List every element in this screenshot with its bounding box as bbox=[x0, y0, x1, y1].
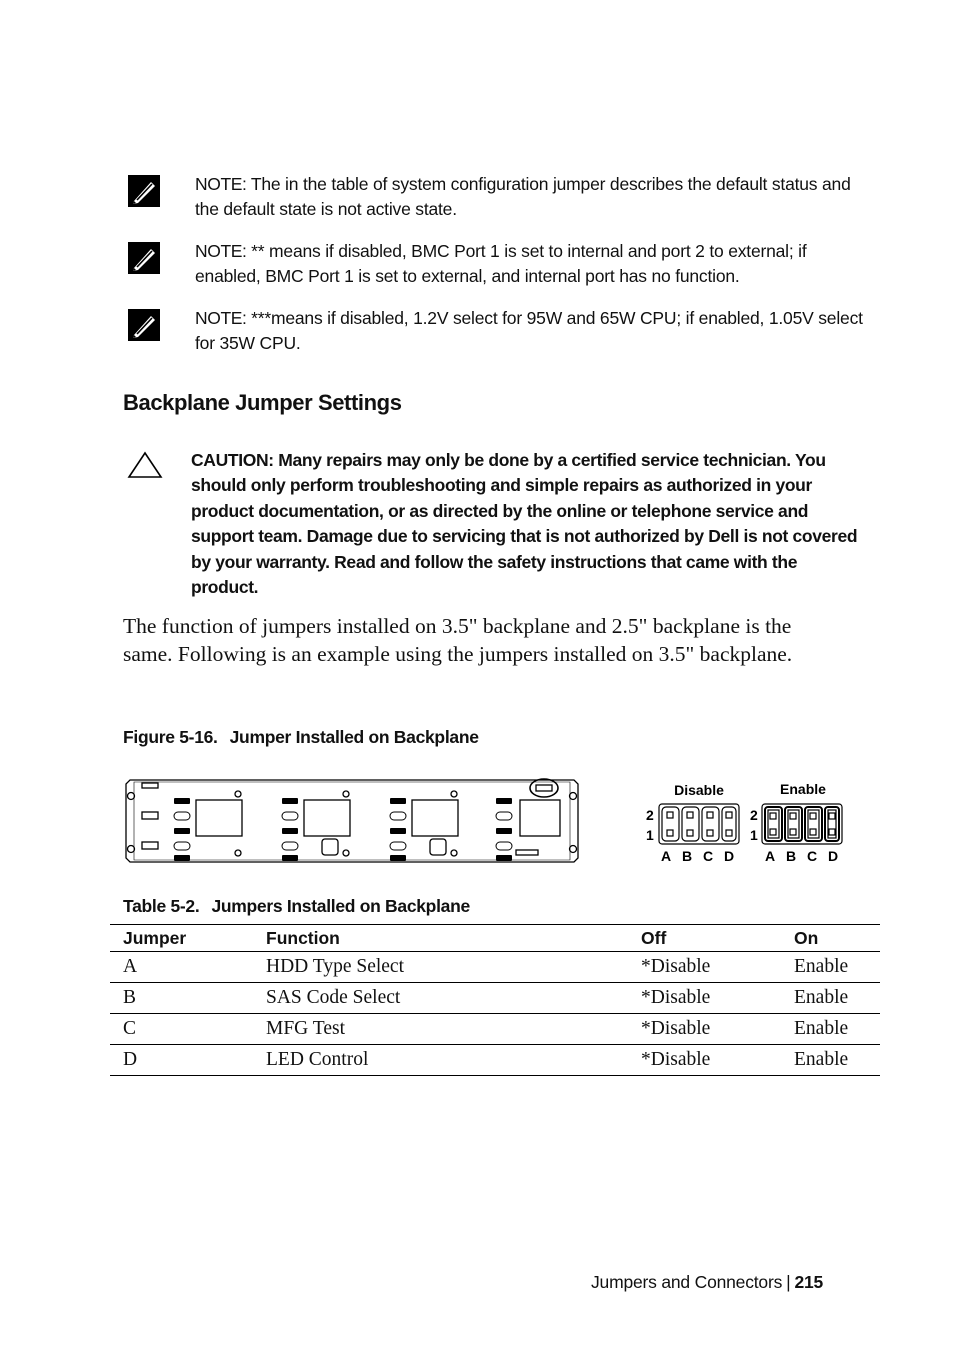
enable-pin-header bbox=[762, 804, 842, 844]
table-caption bbox=[123, 896, 470, 917]
cell-function: MFG Test bbox=[253, 1014, 628, 1045]
caution-label: CAUTION: bbox=[191, 450, 274, 470]
pin-label-d: D bbox=[827, 848, 839, 864]
pin-label-a: A bbox=[660, 848, 672, 864]
pin-label-a: A bbox=[764, 848, 776, 864]
footer-separator: | bbox=[786, 1272, 791, 1292]
cell-jumper: B bbox=[110, 983, 253, 1014]
cell-jumper: A bbox=[110, 952, 253, 983]
page-number: 215 bbox=[794, 1272, 824, 1292]
row-label-2: 2 bbox=[750, 807, 758, 823]
table-row bbox=[110, 983, 880, 1014]
jumpers-table bbox=[110, 924, 880, 1076]
pin-label-c: C bbox=[806, 848, 818, 864]
note-label: NOTE: bbox=[195, 308, 247, 328]
cell-jumper: D bbox=[110, 1045, 253, 1076]
cell-on: Enable bbox=[781, 1014, 880, 1045]
body-paragraph: The function of jumpers installed on 3.5" backplane and 2.5" backplane is the same. Following is an example using the jumpers installed on 3.5" backplane. bbox=[123, 614, 793, 666]
row-label-2: 2 bbox=[646, 807, 654, 823]
cell-off: *Disable bbox=[628, 1045, 781, 1076]
backplane-board-illustration bbox=[124, 776, 580, 868]
disable-label: Disable bbox=[674, 782, 724, 798]
cell-off: *Disable bbox=[628, 983, 781, 1014]
header-on: On bbox=[781, 925, 880, 952]
row-label-1: 1 bbox=[750, 827, 758, 843]
cell-off: *Disable bbox=[628, 1014, 781, 1045]
cell-on: Enable bbox=[781, 983, 880, 1014]
pin-label-b: B bbox=[785, 848, 797, 864]
cell-on: Enable bbox=[781, 1045, 880, 1076]
pin-label-b: B bbox=[681, 848, 693, 864]
note-pencil-icon bbox=[127, 241, 161, 275]
row-label-1: 1 bbox=[646, 827, 654, 843]
cell-function: HDD Type Select bbox=[253, 952, 628, 983]
table-number: Table 5-2. bbox=[123, 896, 200, 916]
footer-section-title: Jumpers and Connectors bbox=[591, 1272, 783, 1292]
pin-label-c: C bbox=[702, 848, 714, 864]
table-row bbox=[110, 1014, 880, 1045]
disable-pin-header bbox=[659, 804, 739, 844]
cell-jumper: C bbox=[110, 1014, 253, 1045]
header-jumper: Jumper bbox=[110, 925, 253, 952]
note-text: ***means if disabled, 1.2V select for 95W and 65W CPU; if enabled, 1.05V select for 35W CPU. bbox=[195, 308, 863, 353]
figure-number: Figure 5-16. bbox=[123, 727, 218, 747]
header-function: Function bbox=[253, 925, 628, 952]
note-pencil-icon bbox=[127, 174, 161, 208]
table-title: Jumpers Installed on Backplane bbox=[211, 896, 470, 916]
note-text: ** means if disabled, BMC Port 1 is set to internal and port 2 to external; if enabled, BMC Port 1 is set to external, and internal port has no function. bbox=[195, 241, 807, 286]
caution-triangle-icon bbox=[127, 450, 163, 480]
enable-label: Enable bbox=[780, 781, 826, 797]
section-heading: Backplane Jumper Settings bbox=[123, 390, 402, 415]
figure-caption bbox=[123, 727, 479, 748]
note-text: The in the table of system configuration jumper describes the default status and the default state is not active state. bbox=[195, 174, 851, 219]
header-off: Off bbox=[628, 925, 781, 952]
cell-function: LED Control bbox=[253, 1045, 628, 1076]
cell-function: SAS Code Select bbox=[253, 983, 628, 1014]
figure-title: Jumper Installed on Backplane bbox=[229, 727, 479, 747]
page-footer bbox=[591, 1272, 823, 1293]
table-row bbox=[110, 952, 880, 983]
note-label: NOTE: bbox=[195, 174, 247, 194]
note-pencil-icon bbox=[127, 308, 161, 342]
note-label: NOTE: bbox=[195, 241, 247, 261]
pin-label-d: D bbox=[723, 848, 735, 864]
jumper-setting-diagram bbox=[640, 776, 850, 868]
table-header-row bbox=[110, 925, 880, 952]
caution-text: Many repairs may only be done by a certified service technician. You should only perform troubleshooting and simple repairs as authorized in your product documentation, or as directed by the online or telephone service and support team. Damage due to servicing that is not authorized by Dell is not covered by your warranty. Read and follow the safety instructions that came with the product. bbox=[191, 450, 858, 598]
cell-on: Enable bbox=[781, 952, 880, 983]
table-row bbox=[110, 1045, 880, 1076]
cell-off: *Disable bbox=[628, 952, 781, 983]
